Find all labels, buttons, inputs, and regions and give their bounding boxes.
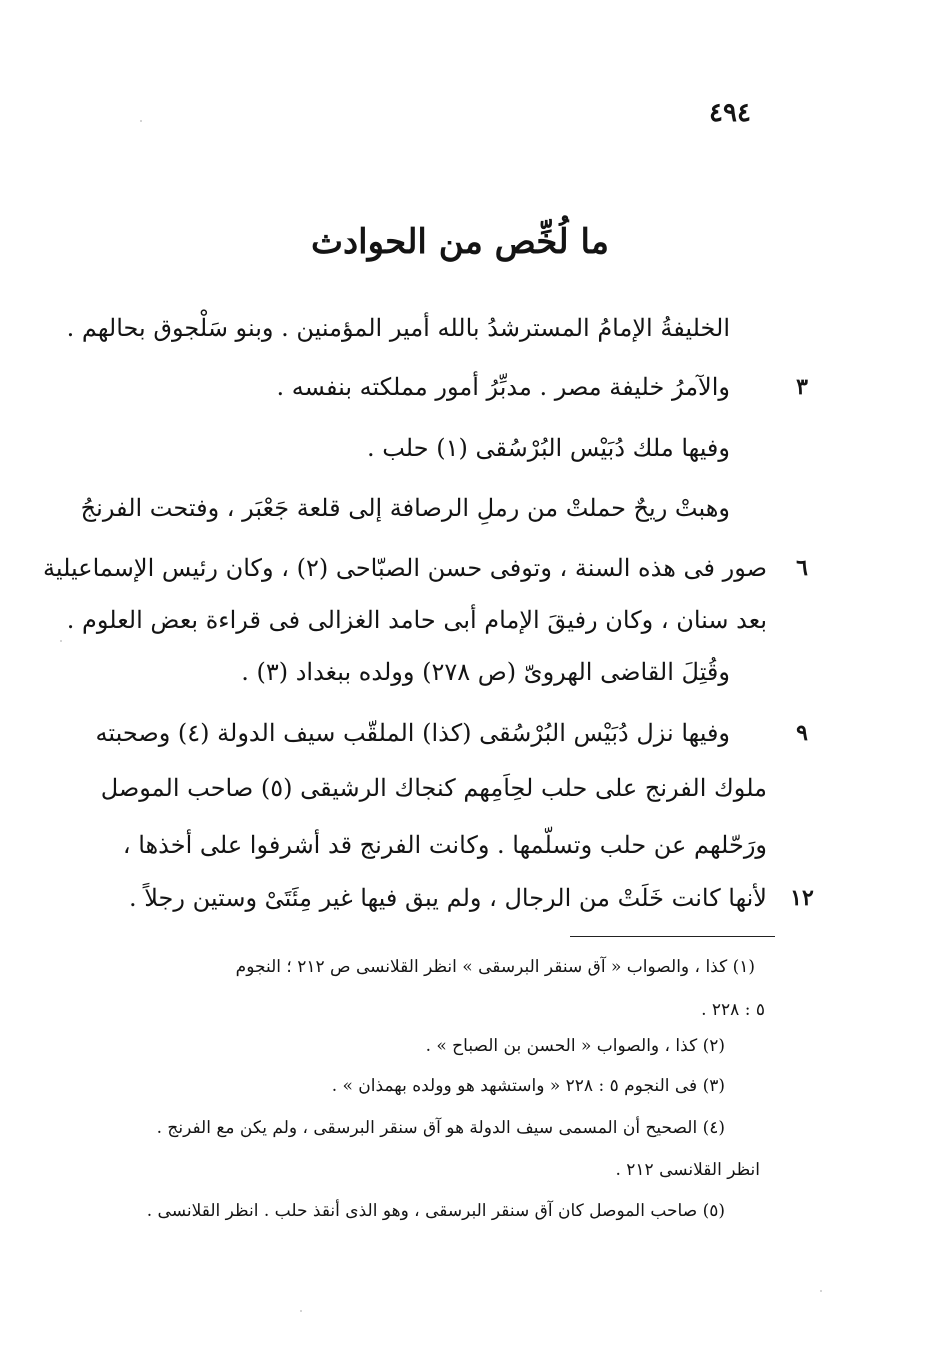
footnote-1: (١) كذا ، والصواب « آق سنقر البرسقى » انظر القلانسى ص ٢١٢ ؛ النجوم	[235, 957, 755, 977]
footnote-2: (٢) كذا ، والصواب « الحسن بن الصباح » .	[425, 1036, 725, 1056]
footnote-separator	[570, 936, 775, 937]
body-line-4: وهبتْ ريحٌ حملتْ من رملِ الرصافة إلى قلعة جَعْبَر ، وفتحت الفرنجُ	[80, 494, 730, 522]
body-line-8: وفيها نزل دُبَيْس البُرْسُقى (كذا) الملقّب سيف الدولة (٤) وصحبته	[95, 719, 730, 747]
scan-speck	[140, 120, 142, 122]
footnote-1-cont: ٥ : ٢٢٨ .	[701, 1000, 765, 1020]
body-line-7: وقُتِلَ القاضى الهروىّ (ص ٢٧٨) وولده ببغداد (٣) .	[241, 658, 730, 686]
footnote-4: (٤) الصحيح أن المسمى سيف الدولة هو آق سنقر البرسقى ، ولم يكن مع الفرنج .	[156, 1118, 725, 1138]
body-line-1: الخليفةُ الإمامُ المسترشدُ بالله أمير المؤمنين . وبنو سَلْجوق بحالهم .	[66, 314, 730, 342]
line-number-3: ٣	[796, 374, 808, 400]
footnote-5: (٥) صاحب الموصل كان آق سنقر البرسقى ، وهو الذى أنقذ حلب . انظر القلانسى .	[146, 1201, 725, 1221]
body-line-6: بعد سنان ، وكان رفيقَ الإمام أبى حامد الغزالى فى قراءة بعض العلوم .	[66, 606, 767, 634]
footnote-4-cont: انظر القلانسى ٢١٢ .	[615, 1160, 760, 1180]
body-line-5: صور فى هذه السنة ، وتوفى حسن الصبّاحى (٢) ، وكان رئيس الإسماعيلية	[42, 554, 767, 582]
line-number-6: ٦	[796, 555, 808, 581]
body-line-3: وفيها ملك دُبَيْس البُرْسُقى (١) حلب .	[366, 434, 730, 462]
footnote-3: (٣) فى النجوم ٥ : ٢٢٨ « واستشهد هو وولده بهمذان » .	[331, 1076, 725, 1096]
scan-speck	[820, 1290, 822, 1292]
section-title: ما لُخِّص من الحوادث	[310, 222, 610, 262]
line-number-12: ١٢	[790, 885, 814, 911]
scan-speck	[60, 640, 62, 642]
body-line-2: والآمرُ خليفة مصر . مدبِّرُ أمور مملكته بنفسه .	[276, 373, 730, 401]
scan-speck	[300, 1310, 302, 1312]
line-number-9: ٩	[796, 720, 808, 746]
body-line-11: لأنها كانت خَلَتْ من الرجال ، ولم يبق فيها غير مِئَتَىْ وستين رجلاً .	[128, 884, 767, 912]
page-number: ٤٩٤	[709, 98, 751, 128]
body-line-10: ورَحّلهم عن حلب وتسلّمها . وكانت الفرنج قد أشرفوا على أخذها ،	[122, 831, 767, 859]
body-line-9: ملوك الفرنج على حلب لحِاَمِهم كنجاك الرشيقى (٥) صاحب الموصل	[100, 774, 767, 802]
